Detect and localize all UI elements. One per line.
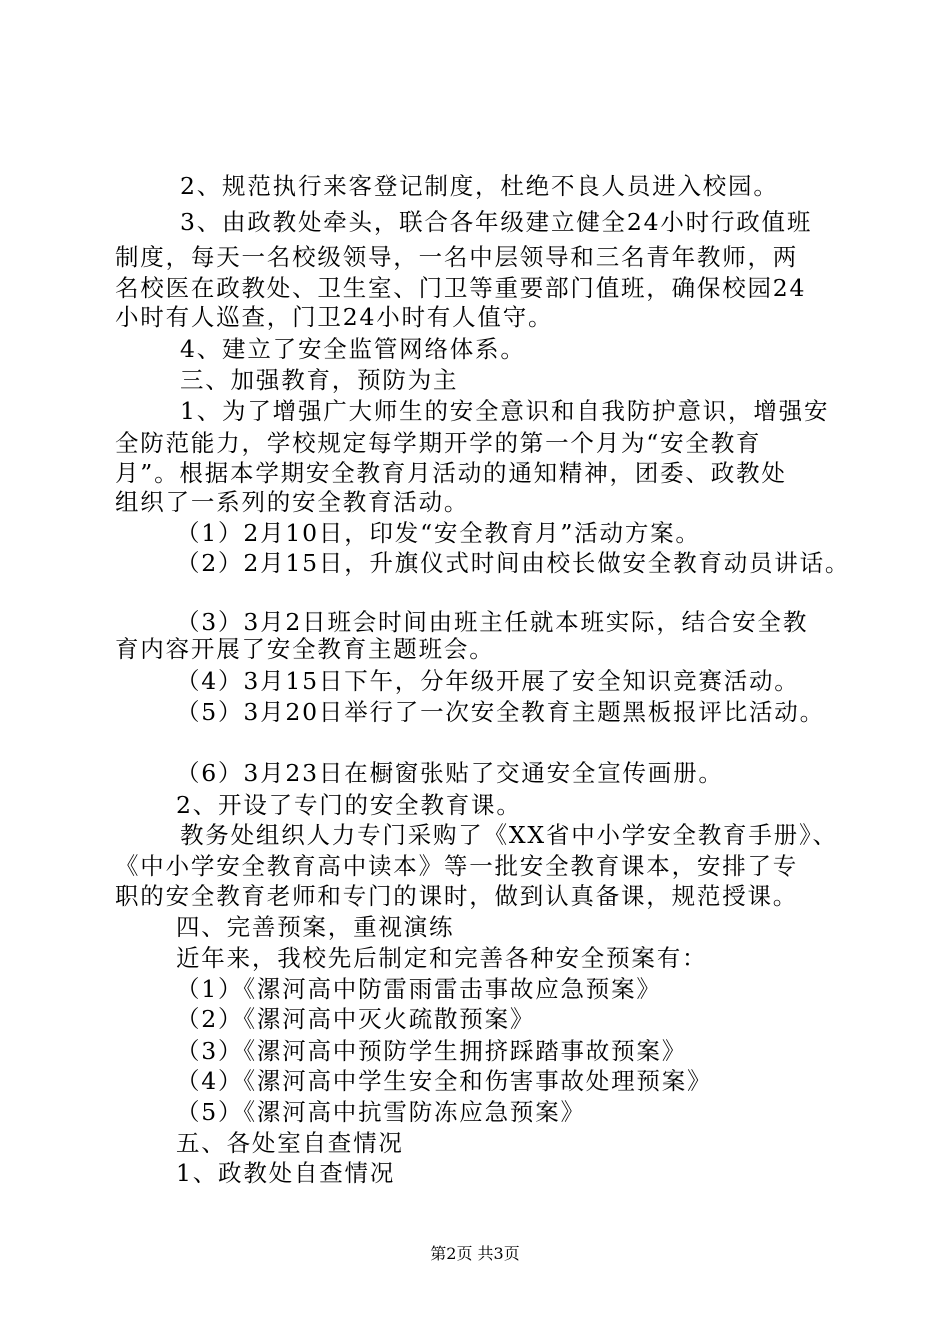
list-item: （1）2月10日，印发“安全教育月”活动方案。: [176, 519, 701, 547]
paragraph-line: 制度，每天一名校级领导，一名中层领导和三名青年教师，两: [115, 243, 799, 271]
paragraph-line: 4、建立了安全监管网络体系。: [180, 335, 526, 363]
list-item: （2）《漯河高中灭火疏散预案》: [176, 1005, 536, 1033]
paragraph-line: 《中小学安全教育高中读本》等一批安全教育课本，安排了专: [115, 852, 799, 880]
section-heading: 三、加强教育，预防为主: [180, 366, 459, 394]
section-heading: 五、各处室自查情况: [176, 1129, 404, 1157]
paragraph-line: 近年来，我校先后制定和完善各种安全预案有：: [176, 944, 708, 972]
paragraph-line: 1、为了增强广大师生的安全意识和自我防护意识，增强安: [180, 397, 830, 425]
list-item: （4）3月15日下午，分年级开展了安全知识竞赛活动。: [176, 667, 800, 695]
paragraph-line: 小时有人巡查，门卫24小时有人值守。: [115, 303, 554, 331]
paragraph-line: 2、规范执行来客登记制度，杜绝不良人员进入校园。: [180, 172, 779, 200]
paragraph-line: 全防范能力，学校规定每学期开学的第一个月为“安全教育: [115, 429, 762, 457]
list-item: （6）3月23日在橱窗张贴了交通安全宣传画册。: [176, 759, 724, 787]
paragraph-line: 月”。根据本学期安全教育月活动的通知精神，团委、政教处: [115, 459, 787, 487]
paragraph-line: 名校医在政教处、卫生室、门卫等重要部门值班，确保校园24: [115, 274, 807, 302]
paragraph-line: 2、开设了专门的安全教育课。: [176, 791, 522, 819]
paragraph-line: 3、由政教处牵头，联合各年级建立健全24小时行政值班: [180, 208, 813, 236]
section-heading: 四、完善预案，重视演练: [176, 913, 455, 941]
list-item: （1）《漯河高中防雷雨雷击事故应急预案》: [176, 975, 662, 1003]
paragraph-line: 1、政教处自查情况: [176, 1159, 396, 1187]
paragraph-line: 组织了一系列的安全教育活动。: [115, 488, 470, 516]
list-item: （3）《漯河高中预防学生拥挤踩踏事故预案》: [176, 1037, 688, 1065]
paragraph-line: 职的安全教育老师和专门的课时，做到认真备课，规范授课。: [115, 882, 799, 910]
list-item: （2）2月15日，升旗仪式时间由校长做安全教育动员讲话。: [176, 549, 851, 577]
paragraph-line: 育内容开展了安全教育主题班会。: [115, 635, 495, 663]
list-item: （3）3月2日班会时间由班主任就本班实际，结合安全教: [176, 608, 809, 636]
list-item: （5）《漯河高中抗雪防冻应急预案》: [176, 1098, 586, 1126]
list-item: （4）《漯河高中学生安全和伤害事故处理预案》: [176, 1067, 713, 1095]
page-footer: 第2页 共3页: [430, 1244, 520, 1263]
paragraph-line: 教务处组织人力专门采购了《XX省中小学安全教育手册》、: [180, 821, 838, 849]
list-item: （5）3月20日举行了一次安全教育主题黑板报评比活动。: [176, 698, 825, 726]
